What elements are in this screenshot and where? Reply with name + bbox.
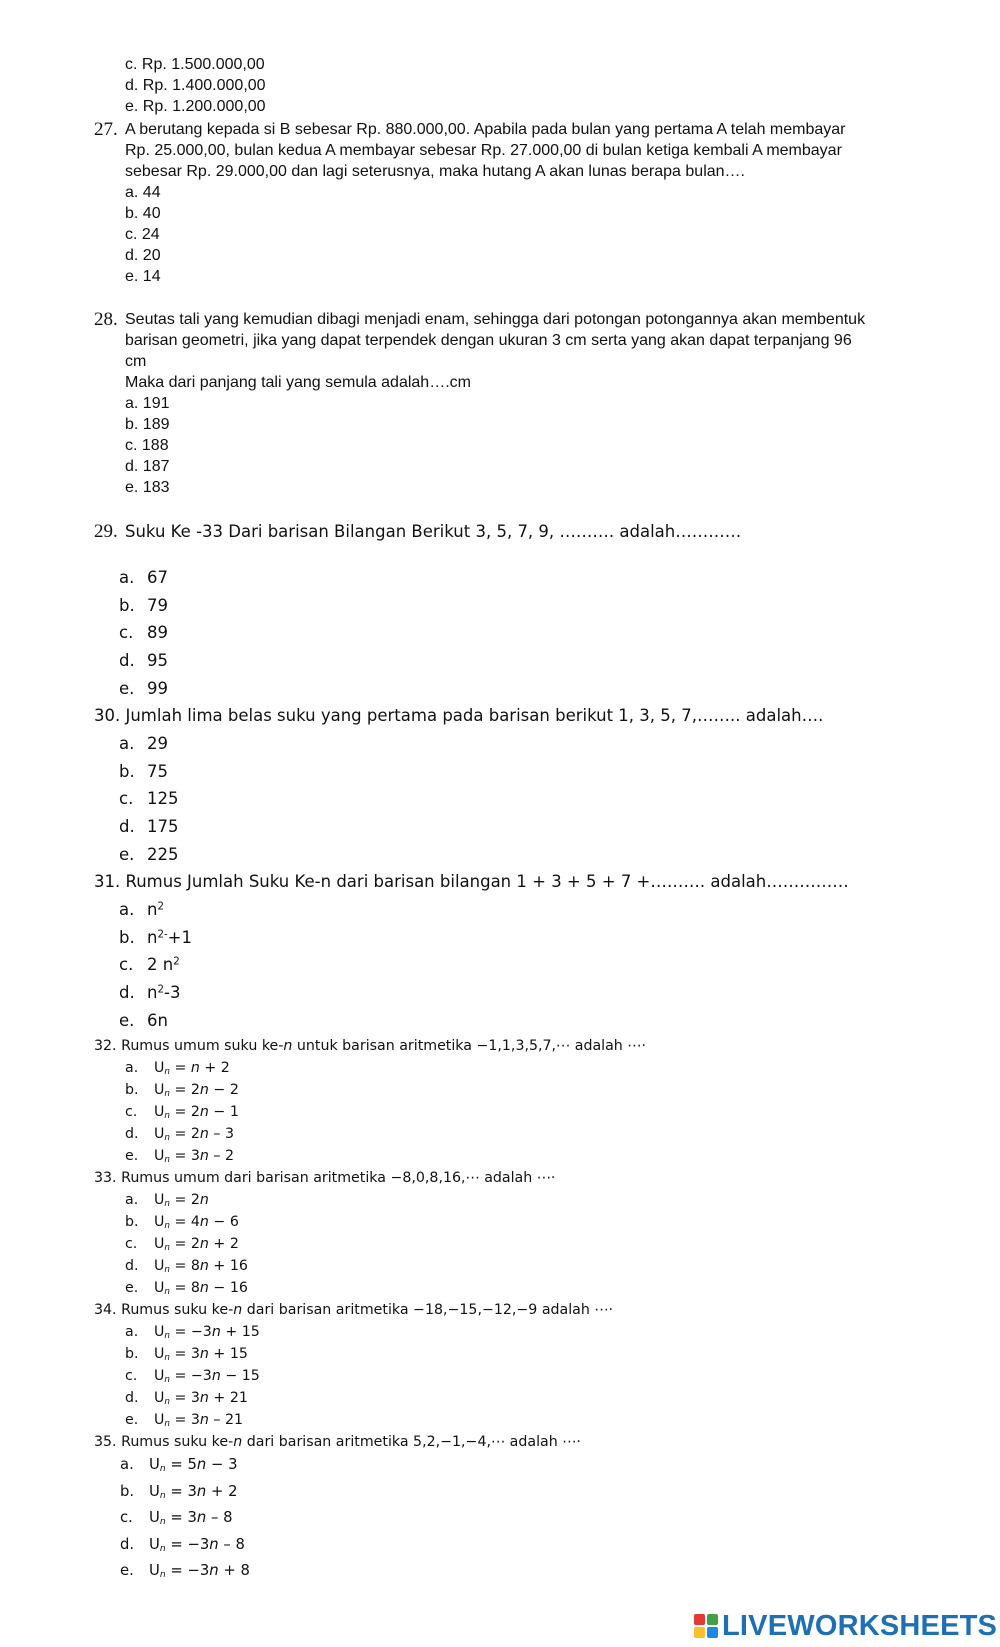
q30-option-c: c. 125 — [119, 789, 179, 808]
q27-option-a: a. 44 — [125, 184, 161, 201]
q27-option-e: e. 14 — [125, 268, 161, 285]
liveworksheets-logo — [694, 1610, 997, 1642]
q33-text: 33. Rumus umum dari barisan aritmetika −8,0,8,16,⋯ adalah ⋯⋅ — [94, 1170, 556, 1186]
q30-option-a: a. 29 — [119, 734, 168, 753]
q26-option-d: d. Rp. 1.400.000,00 — [125, 77, 266, 94]
q32-option-d: d. $U_n = 2n - 3$ — [125, 1126, 235, 1143]
logo-square-yellow — [694, 1627, 705, 1638]
q35-option-d: d. $U_n = -3n - 8$ — [120, 1535, 245, 1554]
q28-option-a: a. 191 — [125, 395, 170, 412]
logo-square-green — [707, 1614, 718, 1625]
q34-option-a: a. $U_n = -3n + 15$ — [125, 1324, 260, 1341]
q30-text: 30. Jumlah lima belas suku yang pertama pada barisan berikut 1, 3, 5, 7,…….. adalah…. — [94, 706, 824, 725]
q28-text-line-4: Maka dari panjang tali yang semula adalah….cm — [125, 374, 471, 391]
q35-option-a: a. $U_n = 5n - 3$ — [120, 1456, 238, 1474]
q35-text: 35. Rumus suku ke-n dari barisan aritmetika 5,2,−1,−4,⋯ adalah ⋯⋅ — [94, 1434, 581, 1450]
q33-option-c: c. $U_n = 2n + 2$ — [125, 1236, 239, 1253]
q30-option-e: e. 225 — [119, 845, 179, 864]
q27-text-line-3: sebesar Rp. 29.000,00 dan lagi seterusnya, maka hutang A akan lunas berapa bulan…. — [125, 163, 745, 180]
q32-option-b: b. $U_n = 2n - 2$ — [125, 1082, 239, 1099]
logo-square-blue — [707, 1627, 718, 1638]
q32-option-a: a. $U_n = n + 2$ — [125, 1060, 230, 1077]
q27-option-c: c. 24 — [125, 226, 160, 243]
q35-option-e: e. $U_n = -3n + 8$ — [120, 1562, 250, 1580]
q34-option-b: b. $U_n = 3n + 15$ — [125, 1346, 248, 1363]
q30-option-d: d. 175 — [119, 817, 179, 836]
q29-text: Suku Ke -33 Dari barisan Bilangan Berikut 3, 5, 7, 9, ………. adalah………… — [125, 522, 742, 541]
q31-option-d: d. $n^2-3$ — [119, 983, 181, 1002]
q28-option-e: e. 183 — [125, 479, 170, 496]
q33-option-d: d. $U_n = 8n + 16$ — [125, 1258, 248, 1275]
q27-text-line-2: Rp. 25.000,00, bulan kedua A membayar sebesar Rp. 27.000,00 di bulan ketiga kembali A membayar — [125, 142, 842, 159]
q29-option-b: b. 79 — [119, 596, 168, 615]
q28-option-b: b. 189 — [125, 416, 170, 433]
q28-option-c: c. 188 — [125, 437, 169, 454]
q29-option-e: e. 99 — [119, 679, 168, 698]
q31-option-e: e. 6n — [119, 1011, 168, 1030]
q31-text: 31. Rumus Jumlah Suku Ke-n dari barisan bilangan 1 + 3 + 5 + 7 +………. adalah…………… — [94, 872, 849, 891]
q29-number: 29. — [94, 521, 118, 542]
q34-option-c: c. $U_n = -3n - 15$ — [125, 1368, 260, 1385]
logo-mark-icon — [694, 1614, 718, 1638]
q32-text: 32. Rumus umum suku ke-n untuk barisan aritmetika −1,1,3,5,7,⋯ adalah ⋯⋅ — [94, 1038, 646, 1054]
q27-option-b: b. 40 — [125, 205, 161, 222]
q28-option-d: d. 187 — [125, 458, 170, 475]
q28-text-line-2: barisan geometri, jika yang dapat terpendek dengan ukuran 3 cm serta yang akan dapat terpanjang 96 — [125, 332, 852, 349]
q27-text-line-1: A berutang kepada si B sebesar Rp. 880.000,00. Apabila pada bulan yang pertama A telah membayar — [125, 121, 846, 138]
q28-text-line-1: Seutas tali yang kemudian dibagi menjadi enam, sehingga dari potongan potongannya akan membentuk — [125, 311, 866, 328]
q26-option-c: c. Rp. 1.500.000,00 — [125, 56, 265, 73]
q33-option-a: a. $U_n = 2n$ — [125, 1192, 209, 1209]
q29-option-d: d. 95 — [119, 651, 168, 670]
logo-square-red — [694, 1614, 705, 1625]
q34-text: 34. Rumus suku ke-n dari barisan aritmetika −18,−15,−12,−9 adalah ⋯⋅ — [94, 1302, 614, 1318]
q27-option-d: d. 20 — [125, 247, 161, 264]
q35-option-c: c. $U_n = 3n - 8$ — [120, 1509, 233, 1527]
q34-option-d: d. $U_n = 3n + 21$ — [125, 1390, 248, 1407]
q31-option-c: c. 2 $n^2$ — [119, 955, 180, 974]
q29-option-c: c. 89 — [119, 623, 168, 642]
q28-number: 28. — [94, 309, 118, 330]
q31-option-a: a. $n^2$ — [119, 900, 164, 919]
q30-option-b: b. 75 — [119, 762, 168, 781]
q28-text-line-3: cm — [125, 353, 147, 370]
q29-option-a: a. 67 — [119, 568, 168, 587]
q32-option-c: c. $U_n = 2n - 1$ — [125, 1104, 239, 1121]
q26-option-e: e. Rp. 1.200.000,00 — [125, 98, 266, 115]
q31-option-b: b. $n^{2-}+1$ — [119, 928, 192, 947]
q33-option-e: e. $U_n = 8n - 16$ — [125, 1280, 248, 1297]
q27-number: 27. — [94, 119, 118, 140]
logo-text: LIVEWORKSHEETS — [722, 1609, 998, 1642]
q35-option-b: b. $U_n = 3n + 2$ — [120, 1482, 238, 1501]
q32-option-e: e. $U_n = 3n - 2$ — [125, 1148, 235, 1165]
q34-option-e: e. $U_n = 3n - 21$ — [125, 1412, 244, 1429]
q33-option-b: b. $U_n = 4n - 6$ — [125, 1214, 239, 1231]
